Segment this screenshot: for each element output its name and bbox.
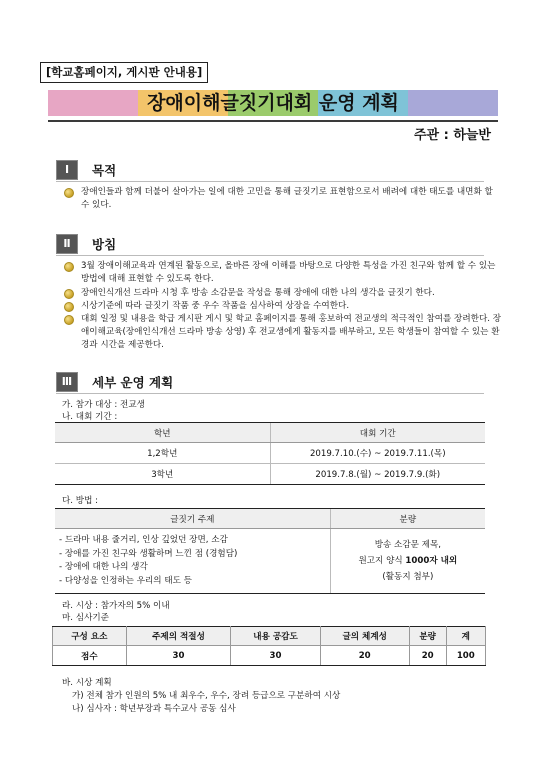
amount-line: 방송 소감문 제목,: [374, 540, 441, 550]
policy-item: [64, 300, 501, 313]
bullet-text: 장애인들과 함께 더불어 살아가는 일에 대한 고민을 통해 글짓기로 표현함으로서 배려에 대한 태도를 내면화 할 수 있다.: [81, 187, 493, 210]
amount-emphasis: 1000자 내외: [405, 556, 458, 566]
table-row: [55, 464, 485, 485]
method-topics-cell: [55, 529, 330, 594]
bullet-icon: [64, 302, 74, 312]
period-dates-cell: 2019.7.10.(수) ~ 2019.7.11.(목): [270, 443, 485, 464]
method-header-topic: 글짓기 주제: [55, 509, 330, 529]
criteria-header: 분량: [409, 627, 446, 646]
list-item: - 장애에 대한 나의 생각: [59, 562, 148, 572]
organizer-label: 주관 : 하늘반: [413, 128, 491, 143]
table-row: [53, 646, 486, 666]
method-amount-cell: [330, 529, 485, 594]
period-label: 나. 대회 기간 :: [62, 412, 118, 422]
table-row: [55, 443, 485, 464]
period-dates-cell: 2019.7.8.(월) ~ 2019.7.9.(화): [270, 464, 485, 485]
section-number-badge: Ⅲ: [56, 372, 78, 392]
criteria-cell: 20: [409, 646, 446, 666]
list-item: - 장애를 가진 친구와 생활하며 느낀 점 (경험담): [59, 548, 238, 559]
amount-line: (활동지 첨부): [382, 572, 434, 582]
list-item: - 드라마 내용 줄거리, 인상 깊었던 장면, 소감: [59, 535, 228, 545]
period-table: [55, 422, 485, 485]
bullet-icon: [64, 289, 74, 299]
bullet-icon: [64, 315, 74, 325]
bullet-text: 장애인식개선 드라마 시청 후 방송 소감문을 작성을 통해 장애에 대한 나의 생각을 글짓기 한다.: [81, 288, 435, 298]
plan-label: 바. 시상 계획: [62, 678, 112, 688]
method-header-amount: 분량: [330, 509, 485, 529]
criteria-header: 주제의 적절성: [126, 627, 231, 646]
amount-text: 원고지 양식: [358, 556, 406, 566]
criteria-cell: 100: [446, 646, 485, 666]
criteria-header: 글의 체계성: [320, 627, 409, 646]
plan-item: 나) 심사자 : 학년부장과 특수교사 공동 심사: [72, 704, 236, 714]
policy-item: [64, 313, 501, 352]
period-header-dates: 대회 기간: [270, 423, 485, 443]
section-number-badge: Ⅱ: [56, 234, 78, 254]
period-grade-cell: 3학년: [55, 464, 270, 485]
criteria-header: 내용 공감도: [231, 627, 320, 646]
award-label: 라. 시상 : 참가자의 5% 이내: [62, 601, 170, 611]
policy-item: [64, 287, 501, 300]
criteria-table: [52, 626, 486, 666]
criteria-label: 마. 심사기준: [62, 613, 109, 623]
document-title: 장애이해글짓기대회 운영 계획: [147, 92, 399, 114]
method-table: [55, 508, 485, 594]
bullet-text: 3월 장애이해교육과 연계된 활동으로, 올바른 장애 이해를 바탕으로 다양한 특성을 가진 친구와 함께 할 수 있는 방법에 대해 표현할 수 있도록 한다.: [81, 261, 496, 284]
section-title: 방침: [92, 237, 117, 252]
section-title: 목적: [92, 163, 117, 178]
criteria-cell: 30: [231, 646, 320, 666]
target-text: 가. 참가 대상 : 전교생: [62, 400, 145, 410]
criteria-header: 구성 요소: [53, 627, 127, 646]
section-divider: [56, 181, 484, 182]
amount-line: [332, 553, 484, 569]
bullet-icon: [64, 188, 74, 198]
plan-item: 가) 전체 참가 인원의 5% 내 최우수, 우수, 장려 등급으로 구분하여 시상: [72, 691, 341, 701]
bullet-icon: [64, 262, 74, 272]
criteria-cell: 20: [320, 646, 409, 666]
bullet-text: 대회 일정 및 내용을 학급 게시판 게시 및 학교 홈페이지를 통해 홍보하여 전교생의 적극적인 참여를 장려한다. 장애이해교육(장애인식개선 드라마 방송 상영) 후 전교생에게 활동지를 배부하고, 모든 학생들이 참여할 수 있는 환경과 시간을 제공한다.: [81, 314, 502, 350]
criteria-header: 계: [446, 627, 485, 646]
bullet-text: 시상기준에 따라 글짓기 작품 중 우수 작품을 심사하여 상장을 수여한다.: [81, 301, 350, 311]
list-item: - 다양성을 인정하는 우리의 태도 등: [59, 575, 192, 586]
title-underline: [48, 120, 498, 122]
criteria-cell: 점수: [53, 646, 127, 666]
method-label: 다. 방법 :: [62, 496, 98, 506]
criteria-cell: 30: [126, 646, 231, 666]
section-divider: [56, 255, 484, 256]
section-divider: [56, 393, 484, 394]
section-title: 세부 운영 계획: [92, 375, 174, 390]
policy-item: [64, 260, 501, 286]
purpose-item: [64, 186, 501, 212]
document-category-label: [학교홈페이지, 게시판 안내용]: [40, 62, 208, 83]
section-number-badge: Ⅰ: [56, 160, 78, 180]
period-header-grade: 학년: [55, 423, 270, 443]
period-grade-cell: 1,2학년: [55, 443, 270, 464]
